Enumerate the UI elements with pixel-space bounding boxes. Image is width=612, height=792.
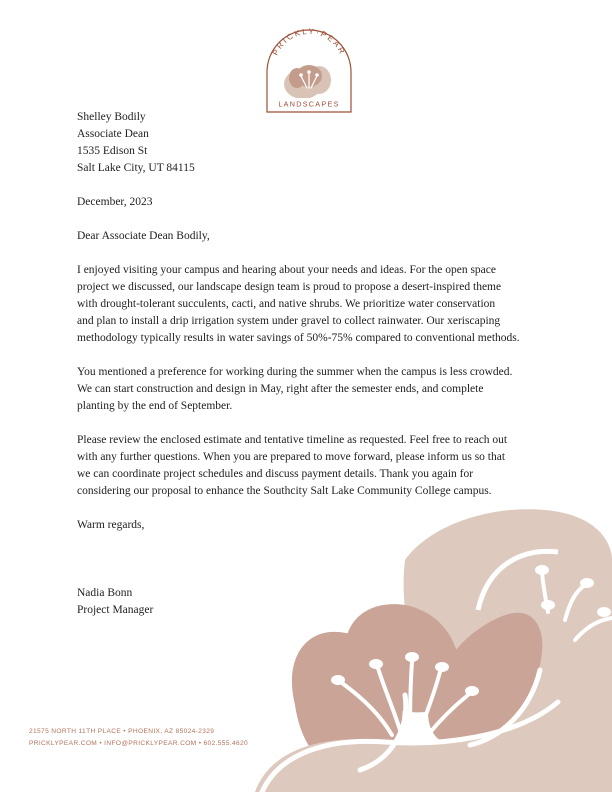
signature-name: Nadia Bonn (77, 587, 133, 599)
paragraph-2 (77, 364, 547, 415)
paragraph-line: Please review the enclosed estimate and tentative timeline as requested. Feel free to reach out (77, 434, 508, 446)
footer-contact: PRICKLYPEAR.COM • INFO@PRICKLYPEAR.COM • 602.555.4620 (29, 740, 249, 747)
paragraph-line: project we discussed, our landscape design team is proud to propose a desert-inspired theme (77, 281, 502, 293)
paragraph-line: and plan to install a drip irrigation system under gravel to collect rainwater. Our xeriscaping (77, 315, 501, 327)
paragraph-3 (77, 432, 547, 500)
signature-block (77, 585, 547, 619)
signature-title: Project Manager (77, 604, 154, 616)
recipient-street: 1535 Edison St (77, 145, 148, 157)
logo-bottom-text: LANDSCAPES (278, 99, 340, 109)
prickly-pear-flower-icon (284, 65, 331, 99)
paragraph-line: methodology typically results in water savings of 50%-75% compared to conventional methods. (77, 332, 520, 344)
letter-body (77, 109, 547, 619)
letterhead-footer (29, 726, 248, 750)
logo-top-text: PRICKLY·PEAR (270, 28, 348, 57)
paragraph-line: with any further questions. When you are prepared to move forward, please inform us so that (77, 451, 506, 463)
paragraph-line: You mentioned a preference for working during the summer when the campus is less crowded. (77, 366, 513, 378)
recipient-name: Shelley Bodily (77, 111, 146, 123)
closing: Warm regards, (77, 519, 145, 531)
paragraph-line: with drought-tolerant succulents, cacti, and native shrubs. We prioritize water conservation (77, 298, 496, 310)
paragraph-line: We can start construction and design in May, right after the semester ends, and complete (77, 383, 484, 395)
paragraph-line: considering our proposal to enhance the Southcity Salt Lake Community College campus. (77, 485, 492, 497)
letter-date: December, 2023 (77, 196, 153, 208)
recipient-city-state-zip: Salt Lake City, UT 84115 (77, 162, 195, 174)
paragraph-line: planting by the end of September. (77, 400, 233, 412)
recipient-address (77, 109, 547, 177)
paragraph-line: we can coordinate project schedules and discuss payment details. Thank you again for (77, 468, 474, 480)
footer-address: 21575 NORTH 11TH PLACE • PHOENIX, AZ 85024-2329 (29, 728, 215, 735)
recipient-title: Associate Dean (77, 128, 149, 140)
paragraph-line: I enjoyed visiting your campus and hearing about your needs and ideas. For the open space (77, 264, 496, 276)
paragraph-1 (77, 262, 547, 347)
salutation: Dear Associate Dean Bodily, (77, 230, 210, 242)
company-logo (263, 28, 355, 114)
